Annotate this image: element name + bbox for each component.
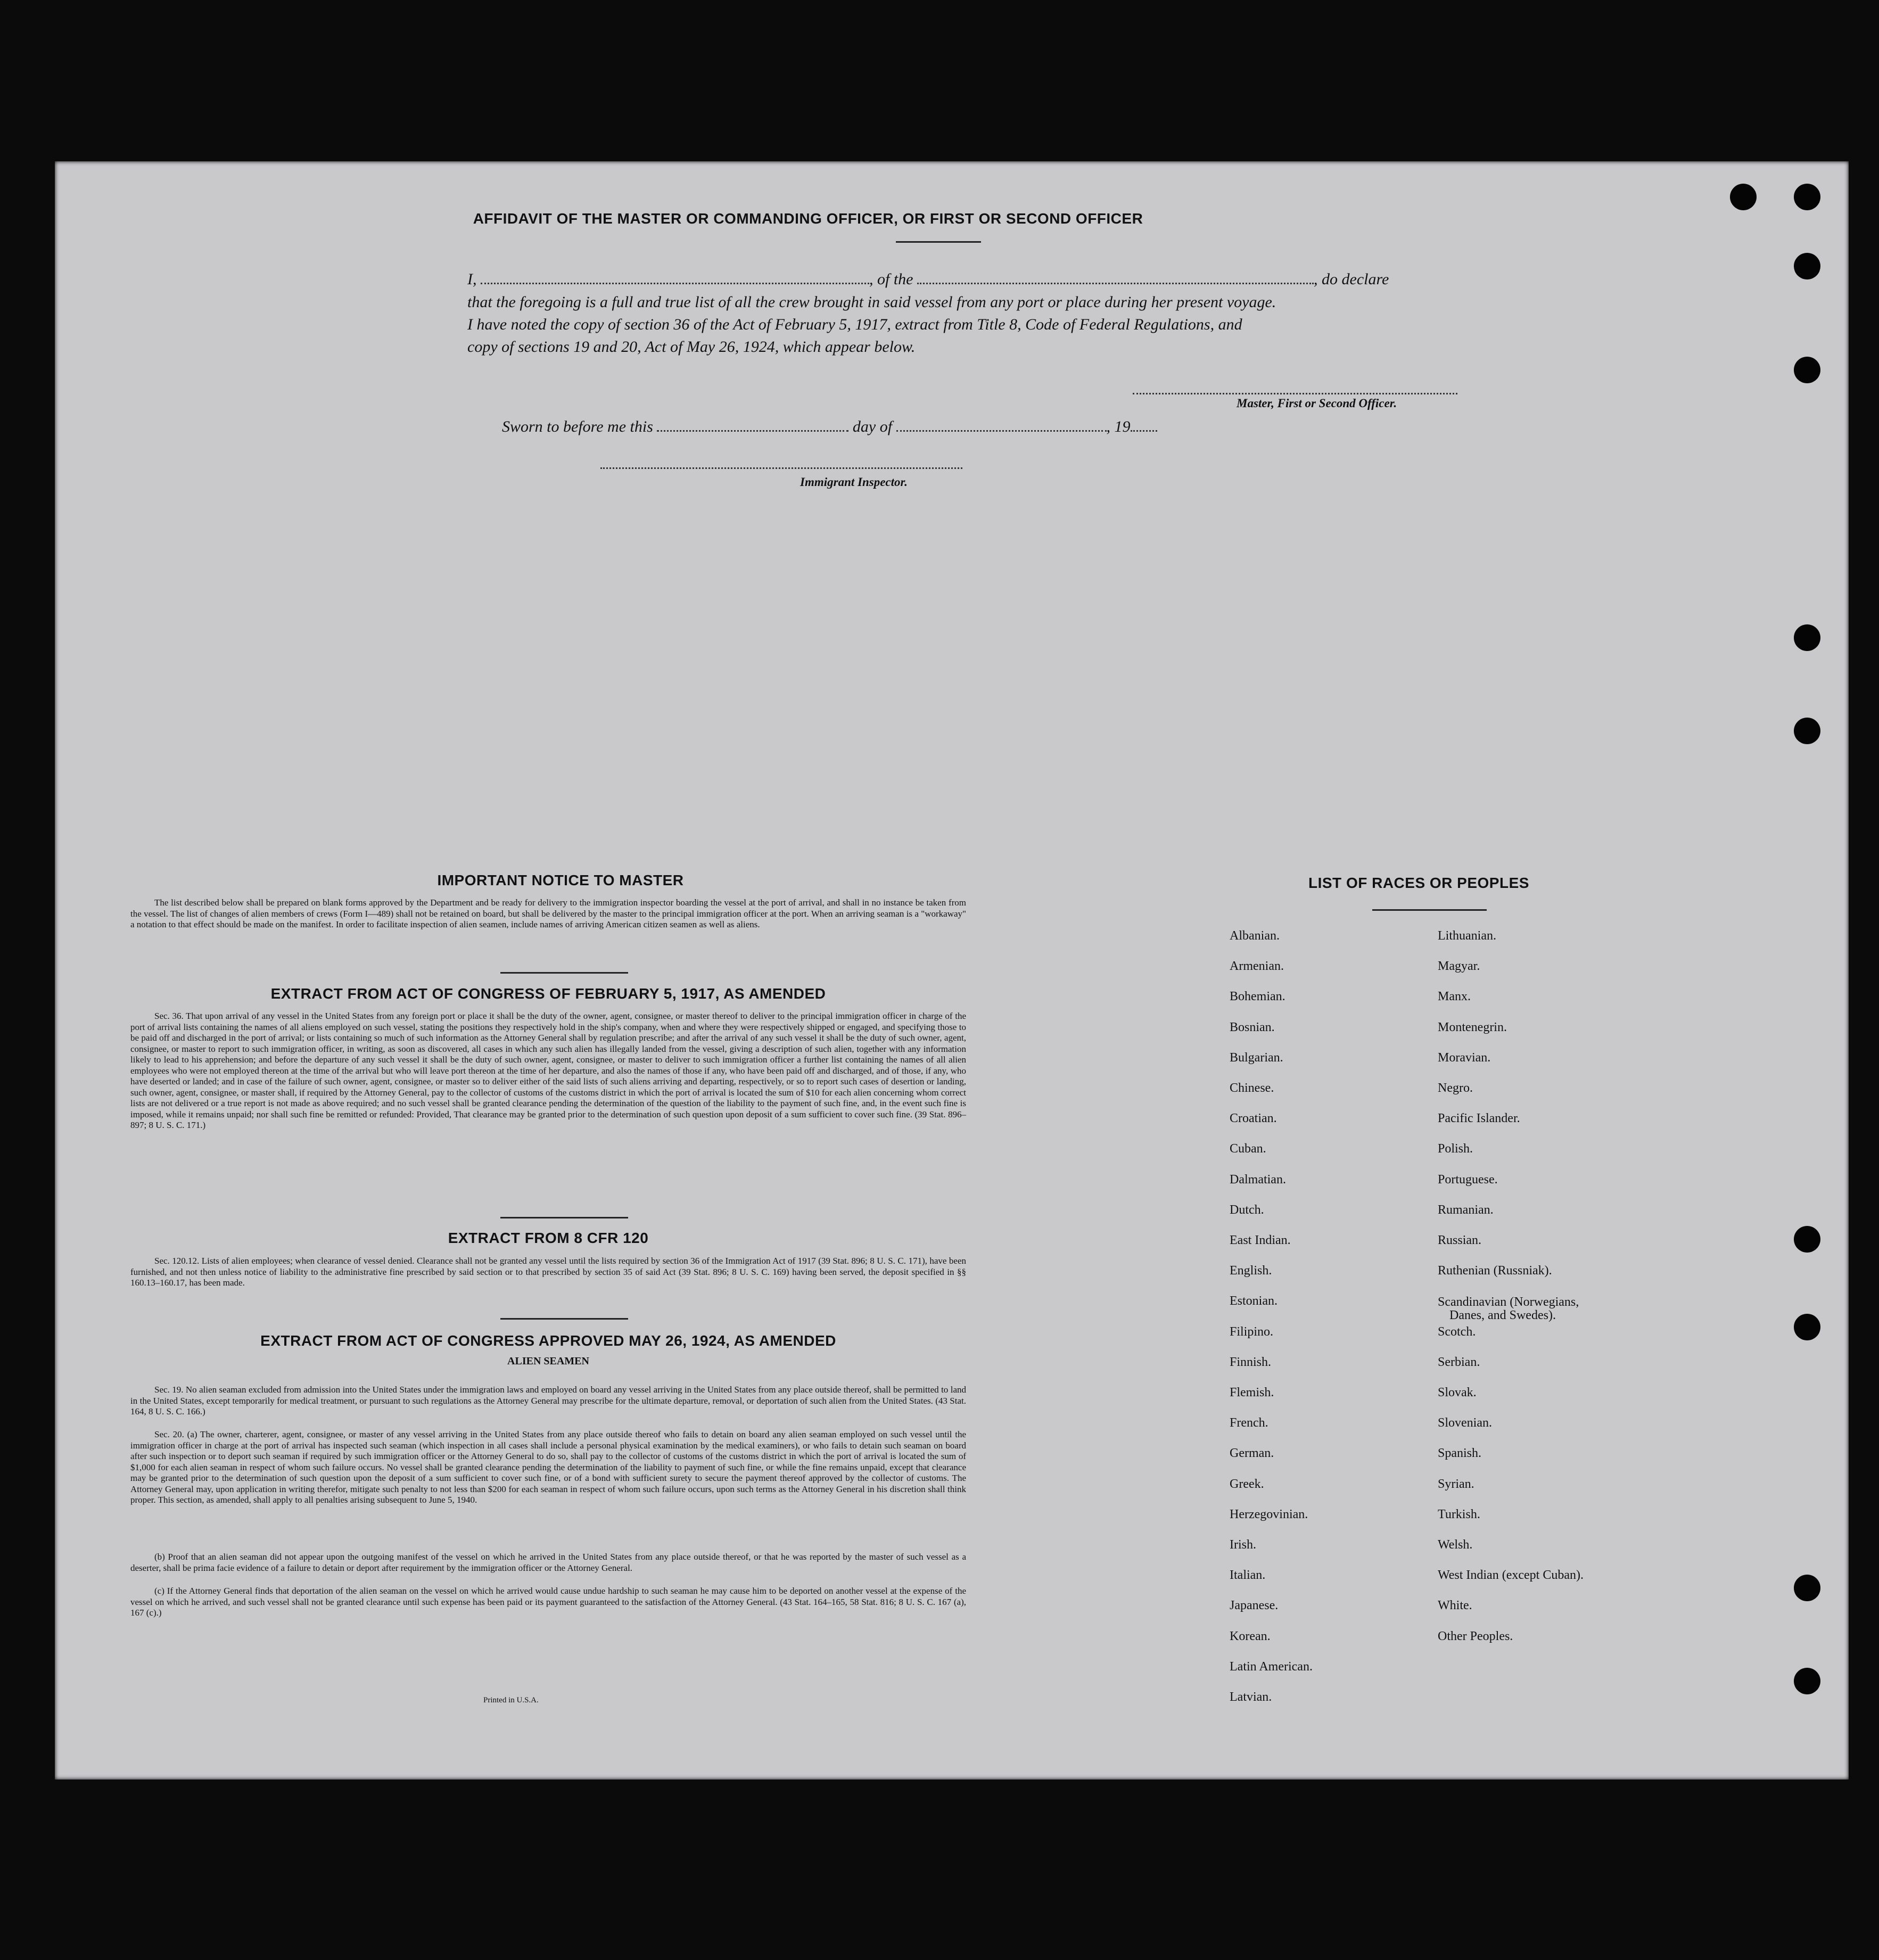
sworn-text: Sworn to before me this: [502, 418, 653, 435]
race-item: Japanese.: [1230, 1599, 1279, 1613]
affidavit-i: I,: [467, 270, 477, 288]
race-item: Dalmatian.: [1230, 1172, 1286, 1187]
race-item: Russian.: [1438, 1233, 1482, 1247]
race-item: Estonian.: [1230, 1294, 1278, 1308]
race-item: Bosnian.: [1230, 1020, 1275, 1034]
race-item: Flemish.: [1230, 1386, 1274, 1399]
master-signature-line[interactable]: [1133, 382, 1457, 394]
extract-1924-title: EXTRACT FROM ACT OF CONGRESS APPROVED MAY 26, 1924, AS AMENDED: [260, 1332, 836, 1349]
race-item: Danes, and Swedes).: [1449, 1308, 1556, 1323]
punch-hole: [1794, 1314, 1820, 1340]
race-item: French.: [1230, 1416, 1268, 1430]
race-item: Scotch.: [1438, 1324, 1476, 1339]
race-item: West Indian (except Cuban).: [1438, 1568, 1584, 1583]
divider: [500, 1217, 628, 1218]
race-item: Pacific Islander.: [1438, 1111, 1520, 1126]
race-item: Slovenian.: [1438, 1416, 1492, 1430]
affidavit-line-1: [467, 270, 1389, 289]
race-item: Irish.: [1230, 1538, 1256, 1552]
race-item: Spanish.: [1438, 1446, 1482, 1461]
race-item: Scandinavian (Norwegians,: [1438, 1295, 1579, 1310]
affidavit-line-4: copy of sections 19 and 20, Act of May 26, 1924, which appear below.: [467, 338, 916, 356]
punch-hole: [1794, 1668, 1820, 1694]
race-item: Croatian.: [1230, 1111, 1277, 1126]
race-item: Latin American.: [1230, 1659, 1313, 1674]
race-item: Slovak.: [1438, 1386, 1477, 1399]
vessel-blank[interactable]: [917, 272, 1314, 284]
extract-1924-sec20a: Sec. 20. (a) The owner, charterer, agent, consignee, or master of any vessel arriving in the United States from any place outside thereof who fails to detain on board any alien seaman employed on such vessel until the immigration officer in charge at the port of arrival has inspected such seaman (which inspection in all cases shall include a personal physical examination by the medical examiners), or who fails to detain such seaman on board after such inspection or to deport such seaman if required by such immigration officer or the Attorney General to do so, shall pay to the collector of customs of the customs district in which the port of arrival is located the sum of $1,000 for each alien seaman in respect of whom such failure occurs. No vessel shall be granted clearance pending the determination of the liability to payment of such fine, or while the fine remains unpaid, except that clearance may be granted prior to the determination of such question upon the deposit of a sum sufficient to cover such fine, or of a bond with sufficient surety to secure the payment thereof approved by the collector of customs. The Attorney General may, upon application in writing therefor, mitigate such penalty to not less than $200 for each seaman in respect of whom such failure occurs, upon such terms as the Attorney General in his discretion shall think proper. This section, as amended, shall apply to all penalties arising subsequent to June 5, 1940.: [130, 1429, 966, 1505]
punch-hole: [1794, 253, 1820, 279]
race-item: Other Peoples.: [1438, 1629, 1513, 1643]
notice-title: IMPORTANT NOTICE TO MASTER: [437, 872, 684, 888]
punch-hole: [1794, 357, 1820, 383]
inspector-signature-line[interactable]: [600, 457, 962, 469]
extract-1924-sec20b: (b) Proof that an alien seaman did not appear upon the outgoing manifest of the vessel on which he arrived in the United States from any place outside thereof, or that he was reported by the master of such vessel as a deserter, shall be prima facie evidence of a failure to detain or deport after requirement by the immigration officer or the Attorney General.: [130, 1552, 966, 1573]
race-item: Albanian.: [1230, 929, 1280, 943]
divider: [1372, 909, 1487, 911]
race-item: Magyar.: [1438, 959, 1480, 974]
punch-hole: [1730, 184, 1757, 210]
extract-1924-sec19: Sec. 19. No alien seaman excluded from admission into the United States under the immigration laws and employed on board any vessel arriving in the United States from any place outside thereof, shall be permitted to land in the United States, except temporarily for medical treatment, or pursuant to such regulations as the Attorney General may prescribe for the ultimate departure, removal, or deportation of such alien from the United States. (43 Stat. 164, 8 U. S. C. 166.): [130, 1385, 966, 1417]
race-item: Negro.: [1438, 1081, 1473, 1095]
race-item: Syrian.: [1438, 1477, 1474, 1491]
race-item: Italian.: [1230, 1568, 1266, 1583]
race-item: Turkish.: [1438, 1507, 1480, 1521]
affidavit-of-the: , of the: [869, 270, 913, 288]
race-item: Korean.: [1230, 1629, 1271, 1643]
affidavit-line-2: that the foregoing is a full and true list of all the crew brought in said vessel from any port or place during her present voyage.: [467, 293, 1276, 311]
races-title: LIST OF RACES OR PEOPLES: [1308, 875, 1529, 891]
race-item: Cuban.: [1230, 1142, 1266, 1156]
race-item: Finnish.: [1230, 1355, 1272, 1369]
affidavit-line-3: I have noted the copy of section 36 of the Act of February 5, 1917, extract from Title 8, Code of Federal Regulations, and: [467, 316, 1242, 333]
punch-hole: [1794, 624, 1820, 651]
sworn-day-blank[interactable]: [657, 419, 848, 432]
race-item: Moravian.: [1438, 1050, 1491, 1065]
punch-hole: [1794, 718, 1820, 744]
race-item: Chinese.: [1230, 1081, 1274, 1095]
affidavit-do-declare: , do declare: [1314, 270, 1389, 288]
divider: [500, 972, 628, 974]
affidavit-title: AFFIDAVIT OF THE MASTER OR COMMANDING OFFICER, OR FIRST OR SECOND OFFICER: [473, 210, 1143, 227]
punch-hole: [1794, 1575, 1820, 1601]
day-of-text: day of: [852, 418, 893, 435]
race-item: German.: [1230, 1446, 1274, 1461]
race-item: Bulgarian.: [1230, 1050, 1283, 1065]
race-item: Montenegrin.: [1438, 1020, 1507, 1034]
extract-1917-title: EXTRACT FROM ACT OF CONGRESS OF FEBRUARY 5, 1917, AS AMENDED: [270, 985, 826, 1002]
race-item: English.: [1230, 1264, 1272, 1278]
document-sheet: [55, 161, 1849, 1780]
year-prefix: , 19: [1106, 418, 1131, 435]
punch-hole: [1794, 184, 1820, 210]
divider: [896, 241, 981, 243]
race-item: Welsh.: [1438, 1538, 1473, 1552]
race-item: Manx.: [1438, 990, 1471, 1004]
race-item: Polish.: [1438, 1142, 1473, 1156]
sworn-line: [502, 418, 1157, 436]
race-item: Herzegovinian.: [1230, 1507, 1308, 1521]
race-item: East Indian.: [1230, 1233, 1291, 1247]
printed-in-usa: Printed in U.S.A.: [483, 1696, 539, 1704]
master-signature-label: Master, First or Second Officer.: [1237, 397, 1397, 410]
race-item: Armenian.: [1230, 959, 1284, 974]
punch-hole: [1794, 1226, 1820, 1253]
notice-body: The list described below shall be prepared on blank forms approved by the Department and be ready for delivery to the immigration inspector boarding the vessel at the port of arrival, and shall in no instance be taken from the vessel. The list of changes of alien members of crews (Form I—489) shall not be retained on board, but shall be delivered by the master to the principal immigration officer at the port. When an arriving seaman is a "workaway" a notation to that effect should be made on the manifest. In order to facilitate inspection of alien seamen, include names of arriving American citizen seamen as well as aliens.: [130, 897, 966, 929]
extract-cfr-title: EXTRACT FROM 8 CFR 120: [448, 1230, 649, 1246]
extract-1917-body: Sec. 36. That upon arrival of any vessel in the United States from any foreign port or place it shall be the duty of the owner, agent, consignee, or master thereof to deliver to the principal immigration officer in charge of the port of arrival lists containing the names of all aliens employed on such vessel, stating the positions they respectively hold in the ship's company, when and where they were respectively shipped or engaged, and specifying those to be paid off and discharged in the port of arrival; or lists containing so much of such information as the Attorney General shall by regulation prescribe; and after the arrival of any such vessel it shall be the duty of such owner, agent, consignee, or master to report to such immigration officer, in writing, as soon as discovered, all cases in which any such alien has illegally landed from the vessel, giving a description of such alien, together with any information likely to lead to his apprehension; and before the departure of any such vessel it shall be the duty of such owner, agent, consignee, or master to deliver to such immigration officer a further list containing the names of all alien employees who were not employed thereon at the time of the arrival but who will leave port thereon at the time of her departure, and also the names of those if any, who have been paid off and discharged, and of those, if any, who have deserted or landed; and in case of the failure of such owner, agent, consignee, or master so to deliver either of the said lists of such aliens arriving and departing, respectively, or so to report such cases of desertion or landing, such owner, agent, consignee, or master shall, if required by the Attorney General, pay to the collector of customs of the customs district in which the port of arrival is located the sum of $10 for each alien concerning whom correct lists are not delivered or a true report is not made as above required; and no such vessel shall be granted clearance pending the determination of the question of the liability to the payment of such fine, and, in the event such fine is imposed, while it remains unpaid; nor shall such fine be remitted or refunded: Provided, That clearance may be granted prior to the determination of such question upon deposit of a sum sufficient to cover such fine. (39 Stat. 896–897; 8 U. S. C. 171.): [130, 1011, 966, 1130]
race-item: Portuguese.: [1438, 1172, 1498, 1187]
divider: [500, 1318, 628, 1320]
sworn-year-blank[interactable]: [1131, 419, 1157, 432]
race-item: Filipino.: [1230, 1324, 1274, 1339]
race-item: Greek.: [1230, 1477, 1264, 1491]
race-item: Dutch.: [1230, 1203, 1264, 1217]
race-item: Bohemian.: [1230, 990, 1285, 1004]
race-item: Latvian.: [1230, 1690, 1272, 1704]
alien-seamen-subtitle: ALIEN SEAMEN: [507, 1355, 589, 1367]
extract-cfr-body: Sec. 120.12. Lists of alien employees; when clearance of vessel denied. Clearance shall not be granted any vessel until the lists required by section 36 of the Immigration Act of 1917 (39 Stat. 896; 8 U. S. C. 171), have been furnished, and not then unless notice of liability to the administrative fine prescribed by said section or to that prescribed by section 35 of said Act (39 Stat. 896; 8 U. S. C. 169) having been served, the deposit specified in §§ 160.13–160.17, has been made.: [130, 1256, 966, 1288]
sworn-month-blank[interactable]: [896, 419, 1107, 432]
inspector-label: Immigrant Inspector.: [800, 475, 908, 489]
name-blank[interactable]: [481, 272, 869, 284]
race-item: White.: [1438, 1599, 1472, 1613]
race-item: Serbian.: [1438, 1355, 1480, 1369]
race-item: Lithuanian.: [1438, 929, 1496, 943]
extract-1924-sec20c: (c) If the Attorney General finds that deportation of the alien seaman on the vessel on which he arrived would cause undue hardship to such seaman he may cause him to be deported on another vessel at the expense of the vessel on which he arrived, and such vessel shall not be granted clearance until such expense has been paid or its payment guaranteed to the satisfaction of the Attorney General. (43 Stat. 164–165, 58 Stat. 816; 8 U. S. C. 167 (a), 167 (c).): [130, 1586, 966, 1618]
race-item: Rumanian.: [1438, 1203, 1494, 1217]
race-item: Ruthenian (Russniak).: [1438, 1264, 1552, 1278]
